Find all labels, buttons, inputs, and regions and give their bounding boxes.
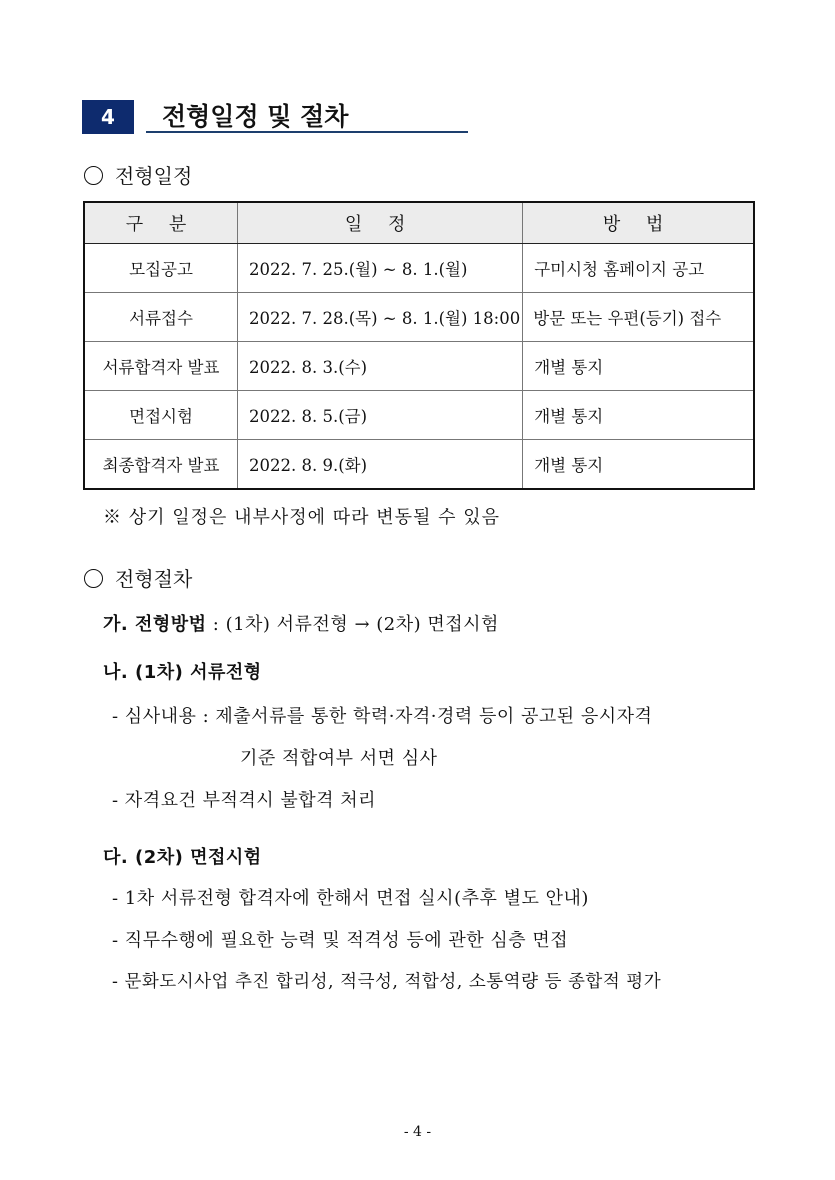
cell-method: 개별 통지	[523, 391, 754, 440]
table-row	[84, 391, 754, 440]
step2-title	[103, 843, 262, 869]
section-title: 전형일정 및 절차	[146, 100, 468, 133]
list-item: - 1차 서류전형 합격자에 한해서 면접 실시(추후 별도 안내)	[112, 888, 589, 909]
cell-date: 2022. 7. 25.(월) ~ 8. 1.(월)	[238, 244, 523, 293]
table-row	[84, 440, 754, 490]
procedure-heading	[84, 563, 192, 592]
schedule-heading	[84, 160, 192, 189]
cell-date: 2022. 8. 9.(화)	[238, 440, 523, 490]
cell-method: 개별 통지	[523, 440, 754, 490]
step1-title-text: 나. (1차) 서류전형	[103, 662, 262, 683]
table-row	[84, 244, 754, 293]
cell-method: 구미시청 홈페이지 공고	[523, 244, 754, 293]
table-row	[84, 342, 754, 391]
method-value: : (1차) 서류전형 → (2차) 면접시험	[212, 614, 499, 635]
cell-category: 서류접수	[84, 293, 238, 342]
table-row	[84, 293, 754, 342]
cell-date: 2022. 8. 5.(금)	[238, 391, 523, 440]
step1-item1-line2: 기준 적합여부 서면 심사	[240, 748, 438, 769]
circle-bullet-icon	[84, 166, 103, 185]
step2-title-text: 다. (2차) 면접시험	[103, 847, 262, 868]
procedure-heading-text: 전형절차	[115, 567, 193, 591]
method-line	[103, 610, 499, 636]
step1-item2: - 자격요건 부적격시 불합격 처리	[112, 790, 377, 811]
list-item: - 직무수행에 필요한 능력 및 적격성 등에 관한 심층 면접	[112, 930, 569, 951]
method-label: 가. 전형방법	[103, 614, 207, 635]
table-header-row	[84, 202, 754, 244]
cell-category: 서류합격자 발표	[84, 342, 238, 391]
page-number: - 4 -	[403, 1124, 432, 1140]
circle-bullet-icon	[84, 569, 103, 588]
schedule-heading-text: 전형일정	[115, 164, 193, 188]
cell-date: 2022. 8. 3.(수)	[238, 342, 523, 391]
schedule-table	[83, 201, 755, 490]
header-category: 구 분	[84, 202, 238, 244]
cell-category: 면접시험	[84, 391, 238, 440]
step1-item1-line1: - 심사내용 : 제출서류를 통한 학력·자격·경력 등이 공고된 응시자격	[112, 706, 653, 727]
list-item: - 문화도시사업 추진 합리성, 적극성, 적합성, 소통역량 등 종합적 평가	[112, 972, 662, 992]
header-method: 방 법	[523, 202, 754, 244]
section-number: 4	[82, 100, 134, 134]
cell-category: 최종합격자 발표	[84, 440, 238, 490]
step1-title	[103, 658, 262, 684]
schedule-note: ※ 상기 일정은 내부사정에 따라 변동될 수 있음	[103, 507, 501, 528]
header-date: 일 정	[238, 202, 523, 244]
cell-method: 방문 또는 우편(등기) 접수	[523, 293, 754, 342]
cell-category: 모집공고	[84, 244, 238, 293]
cell-method: 개별 통지	[523, 342, 754, 391]
cell-date: 2022. 7. 28.(목) ~ 8. 1.(월) 18:00	[238, 293, 523, 342]
